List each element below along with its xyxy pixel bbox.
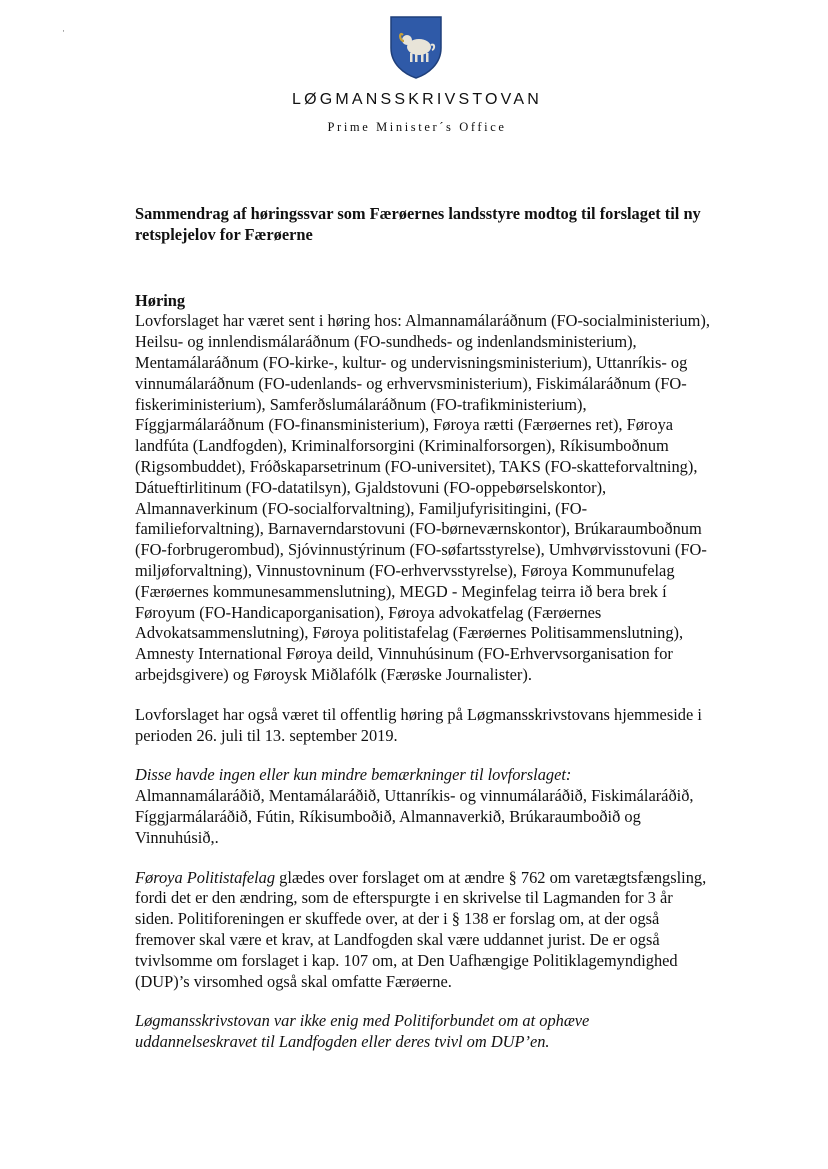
minor-remarks-heading: Disse havde ingen eller kun mindre bemærkninger til lovforslaget: [135,765,572,785]
document-body [135,204,715,1072]
minor-remarks-block [135,765,715,848]
police-association-name: Føroya Politistafelag [135,867,276,887]
consultation-list-paragraph: Lovforslaget har været sent i høring hos: Almannamálaráðnum (FO-socialministerium), Heilsu- og innlendismálaráðnum (FO-sundheds- og indenlandsministerium), Mentamálaráðnum (FO-kirke-, kultur- og undervisningsministerium), Uttanríkis- og vinnumálaráðnum (FO-udenlands- og erhvervsministerium), Fiskimálaráðnum (FO-fiskeriministerium), Samferðslumálaráðnum (FO-trafikministerium), Fíggjarmálaráðnum (FO-finansministerium), Føroya rætti (Færøernes ret), Føroya landfúta (Landfogden), Kriminalforsorgini (Kriminalforsorgen), Ríkisumboðnum (Rigsombuddet), Fróðskaparsetrinum (FO-universitet), TAKS (FO-skatteforvaltning), Dátueftirlitinum (FO-datatilsyn), Gjaldstovuni (FO-oppebørselskontor), Almannaverkinum (FO-socialforvaltning), Familjufyrisitingini, (FO-familieforvaltning), Barnaverndarstovuni (FO-børneværnskontor), Brúkaraumboðnum (FO-forbrugerombud), Sjóvinnustýrinum (FO-søfartsstyrelse), Umhvørvisstovuni (FO-miljøforvaltning), Vinnustovninum (FO-erhvervsstyrelse), Føroya Kommunufelag (Færøernes kommunesammenslutning), MEGD - Meginfelag teirra ið bera brek í Føroyum (FO-Handicaporganisation), Føroya advokatfelag (Færøernes Advokatsammenslutning), Føroya politistafelag (Færøernes Politisammenslutning), Amnesty International Føroya deild, Vinnuhúsinum (FO-Erhvervsorganisation for arbejdsgivere) og Føroysk Miðlafólk (Færøske Journalister). [135,311,710,684]
office-response: Løgmansskrivstovan var ikke enig med Politiforbundet om at ophæve uddannelseskravet til Landfogden eller deres tvivl om DUP’en. [135,1011,590,1052]
document-title: Sammendrag af høringssvar som Færøernes landsstyre modtog til forslaget til ny retsplejelov for Færøerne [135,204,701,244]
public-consultation-paragraph: Lovforslaget har også været til offentlig høring på Løgmansskrivstovans hjemmeside i perioden 26. juli til 13. september 2019. [135,704,702,745]
coat-of-arms-icon [388,14,444,80]
section-heading: Høring [135,290,186,310]
police-association-text: glædes over forslaget om at ændre § 762 om varetægtsfængsling, fordi det er den ændring, som de efterspurgte i en skrivelse til Lagmanden for 3 år siden. Politiforeningen er skuffede over, at der i § 138 er forslag om, at der også fremover skal være et krav, at Landfogden skal være uddannet jurist. De er også tvivlsomme om forslaget i kap. 107 om, at Den Uafhængige Politiklagemyndighed (DUP)’s virsomhed også skal omfatte Færøerne. [135,867,707,991]
office-name: LØGMANSSKRIVSTOVAN [292,91,542,108]
office-subtitle: Prime Minister´s Office [327,120,507,134]
minor-remarks-list: Almannamálaráðið, Mentamálaráðið, Uttanríkis- og vinnumálaráðið, Fiskimálaráðið, Fíggjarmálaráðið, Fútin, Ríkisumboðið, Almannaverkið, Brúkaraumboðið og Vinnuhúsið,. [135,786,694,847]
scan-speck: · [62,26,65,36]
police-association-paragraph [135,868,715,993]
